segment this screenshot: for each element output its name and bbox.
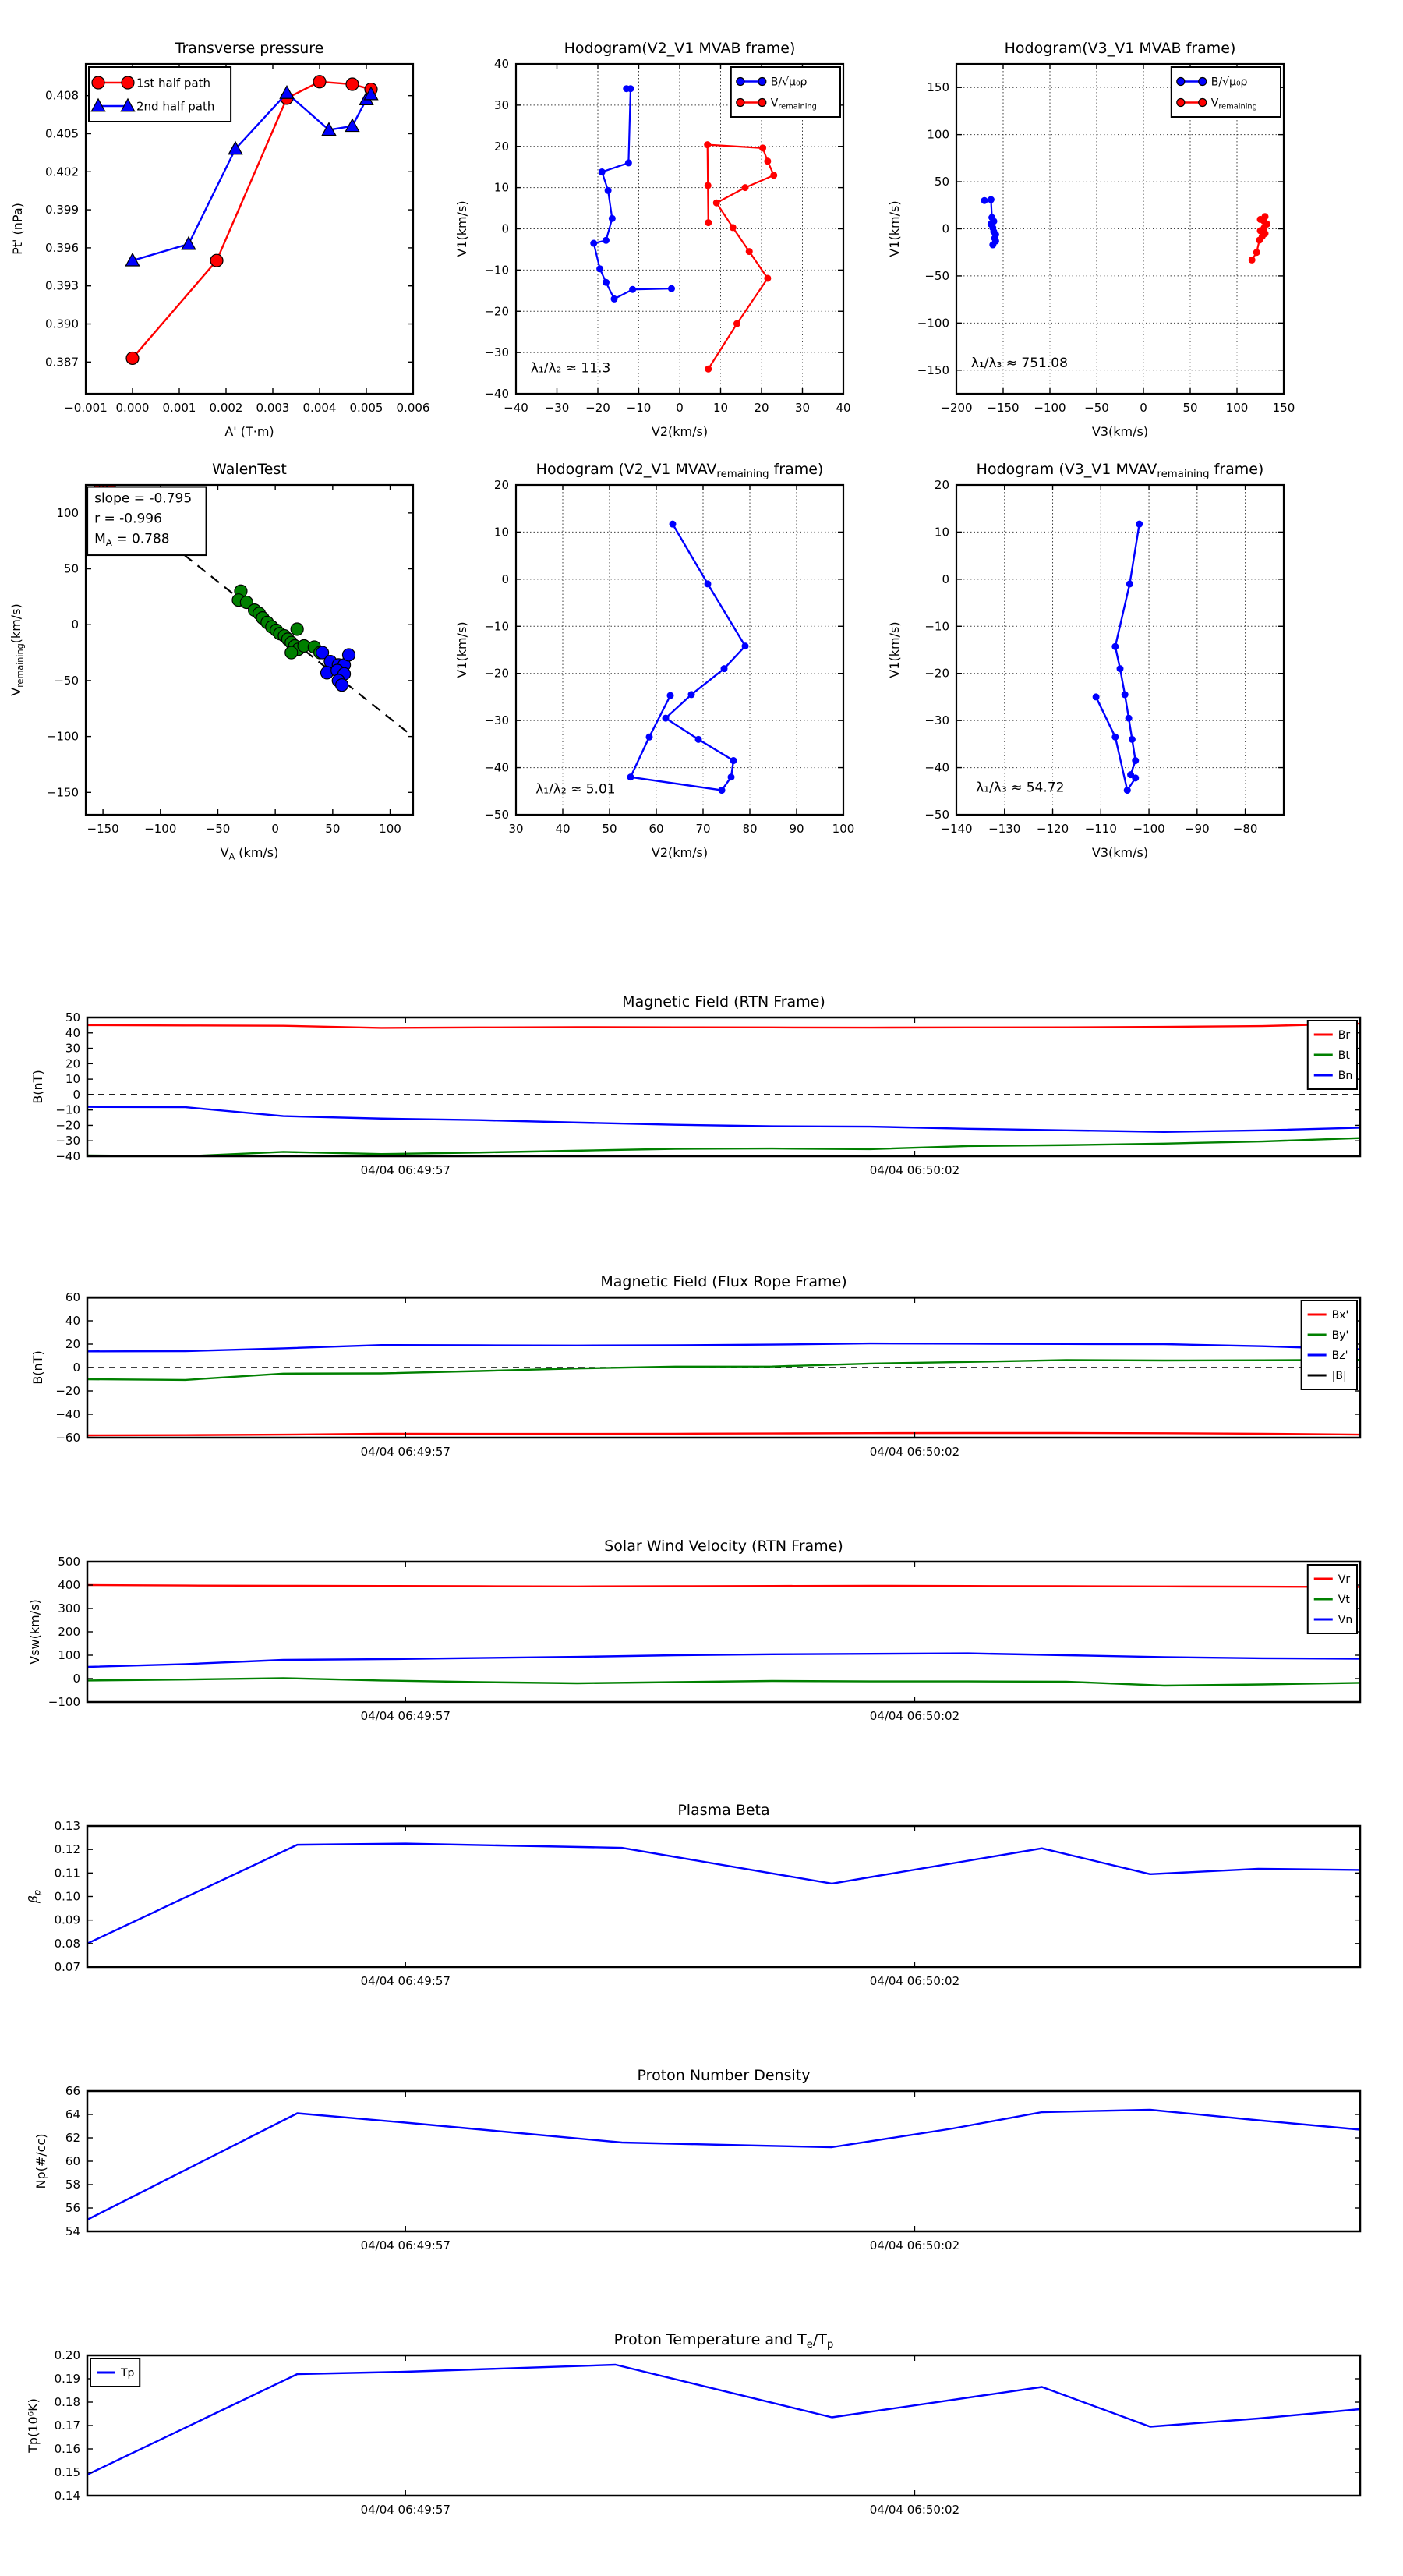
chart-title: Transverse pressure [175, 40, 324, 57]
svg-text:66: 66 [65, 2084, 80, 2098]
svg-text:−150: −150 [917, 363, 949, 377]
svg-text:04/04 06:49:57: 04/04 06:49:57 [360, 1709, 451, 1723]
y-axis-label: Np(#/cc) [34, 2133, 48, 2189]
svg-text:0.15: 0.15 [54, 2465, 80, 2479]
chart-transverse-pressure [10, 40, 429, 439]
svg-text:−40: −40 [924, 760, 949, 775]
svg-text:−200: −200 [940, 401, 973, 415]
svg-text:0: 0 [1140, 401, 1147, 415]
x-axis-label: $V_A$ (km/s) [220, 845, 279, 862]
svg-text:0.006: 0.006 [396, 401, 430, 415]
svg-text:0.19: 0.19 [54, 2372, 80, 2386]
svg-text:Vn: Vn [1338, 1614, 1353, 1627]
svg-text:0.002: 0.002 [209, 401, 243, 415]
svg-text:Bt: Bt [1338, 1049, 1350, 1063]
svg-text:100: 100 [379, 822, 401, 836]
svg-text:−60: −60 [55, 1431, 80, 1445]
svg-text:−100: −100 [48, 1695, 80, 1709]
svg-text:100: 100 [832, 822, 855, 836]
svg-text:300: 300 [58, 1601, 80, 1615]
svg-text:10: 10 [493, 180, 509, 195]
chart-title: Solar Wind Velocity (RTN Frame) [604, 1537, 843, 1555]
chart-vsw-rtn [27, 1537, 1360, 1723]
svg-text:0.396: 0.396 [45, 240, 79, 255]
svg-text:0.18: 0.18 [54, 2395, 80, 2409]
y-axis-label: V1(km/s) [454, 200, 469, 257]
svg-text:04/04 06:50:02: 04/04 06:50:02 [869, 2503, 960, 2517]
svg-text:Bz': Bz' [1331, 1350, 1348, 1363]
svg-text:0.390: 0.390 [45, 317, 79, 331]
svg-text:−30: −30 [484, 345, 509, 360]
svg-text:0: 0 [71, 617, 79, 632]
svg-text:−100: −100 [144, 822, 177, 836]
chart-title: Plasma Beta [677, 1802, 770, 1819]
svg-text:150: 150 [927, 80, 949, 95]
svg-text:−50: −50 [924, 808, 949, 822]
svg-text:−100: −100 [917, 316, 949, 331]
svg-text:−150: −150 [46, 785, 79, 800]
svg-text:−50: −50 [54, 673, 79, 688]
svg-text:0.000: 0.000 [115, 401, 150, 415]
annotation [87, 487, 206, 556]
series-beta-p [87, 1844, 1360, 1944]
svg-text:0.14: 0.14 [54, 2489, 80, 2503]
chart-title: Magnetic Field (Flux Rope Frame) [600, 1273, 847, 1290]
chart-title: Proton Number Density [637, 2067, 811, 2084]
svg-text:Vremaining: $V_{remaining}$ [770, 97, 817, 111]
svg-text:0.11: 0.11 [54, 1866, 80, 1881]
chart-title: Hodogram(V3_V1 MVAB frame) [1004, 40, 1236, 57]
svg-text:60: 60 [65, 2154, 80, 2168]
svg-text:40: 40 [836, 401, 851, 415]
svg-text:54: 54 [65, 2224, 80, 2238]
svg-text:0.16: 0.16 [54, 2442, 80, 2456]
svg-text:0.005: 0.005 [349, 401, 383, 415]
y-axis-label: Vsw(km/s) [27, 1599, 42, 1665]
svg-text:56: 56 [65, 2201, 80, 2215]
svg-text:500: 500 [58, 1555, 80, 1569]
svg-text:−100: −100 [1034, 401, 1066, 415]
svg-text:100: 100 [1225, 401, 1249, 415]
svg-text:−30: −30 [55, 1134, 80, 1148]
svg-text:04/04 06:50:02: 04/04 06:50:02 [869, 2238, 960, 2252]
svg-text:0: 0 [72, 1361, 80, 1375]
svg-text:50: 50 [1182, 401, 1198, 415]
svg-text:−40: −40 [484, 387, 509, 401]
svg-text:0: 0 [942, 571, 949, 586]
y-axis-label: $\beta_p$ [26, 1889, 43, 1904]
series-vn [87, 1654, 1360, 1667]
svg-text:0: 0 [942, 221, 949, 236]
svg-text:10: 10 [934, 525, 949, 540]
axes-frame [956, 485, 1284, 815]
chart-title: Hodogram (V2_V1 $MVAV_{remaining}$ frame) [535, 461, 824, 481]
x-axis-label: V3(km/s) [1091, 424, 1149, 439]
svg-text:20: 20 [493, 478, 509, 492]
annotation [971, 356, 1068, 371]
svg-text:0: 0 [676, 401, 684, 415]
x-axis-label: V2(km/s) [651, 424, 709, 439]
svg-text:Bn: Bn [1338, 1070, 1353, 1083]
svg-text:0.387: 0.387 [45, 355, 79, 370]
svg-text:−30: −30 [544, 401, 570, 415]
svg-text:λ₁/λ₃ ≈ 751.08: λ₁/λ₃ ≈ 751.08 [970, 356, 1068, 372]
svg-text:40: 40 [65, 1025, 80, 1040]
svg-text:−40: −40 [484, 760, 509, 775]
chart-title: Magnetic Field (RTN Frame) [622, 993, 825, 1010]
svg-text:64: 64 [65, 2107, 80, 2121]
svg-text:−150: −150 [987, 401, 1020, 415]
chart-hodogram-v3v1-mvab [887, 40, 1295, 439]
x-axis-label: V2(km/s) [651, 845, 709, 860]
series-vr [87, 1585, 1360, 1587]
series-v-remaining [1249, 213, 1270, 264]
svg-text:60: 60 [65, 1290, 80, 1304]
chart-title: Proton Temperature and $T_e/T_p$ [613, 2331, 834, 2351]
svg-text:0.003: 0.003 [256, 401, 290, 415]
chart-walen-test [9, 461, 414, 862]
x-axis-label: V3(km/s) [1091, 845, 1149, 860]
svg-text:04/04 06:49:57: 04/04 06:49:57 [360, 2238, 451, 2252]
svg-text:04/04 06:50:02: 04/04 06:50:02 [869, 1163, 960, 1177]
svg-text:0.17: 0.17 [54, 2419, 80, 2433]
y-axis-label: Pt' (nPa) [10, 203, 25, 255]
svg-text:0.402: 0.402 [45, 165, 79, 179]
svg-text:−20: −20 [55, 1384, 80, 1398]
svg-text:−40: −40 [504, 401, 528, 415]
svg-text:04/04 06:49:57: 04/04 06:49:57 [360, 2503, 451, 2517]
legend [90, 2358, 140, 2387]
svg-text:−10: −10 [484, 263, 509, 278]
svg-text:0.10: 0.10 [54, 1889, 80, 1904]
series-walen-blue [316, 646, 355, 692]
svg-text:50: 50 [65, 1010, 80, 1024]
series-bz-prime [87, 1343, 1360, 1351]
svg-text:80: 80 [742, 822, 758, 836]
svg-text:0: 0 [271, 822, 279, 836]
svg-text:1st half path: 1st half path [136, 76, 211, 90]
svg-text:−20: −20 [924, 666, 949, 681]
svg-text:10: 10 [712, 401, 729, 415]
svg-text:−10: −10 [484, 619, 509, 634]
svg-text:−50: −50 [484, 808, 509, 822]
svg-text:−20: −20 [484, 304, 509, 319]
y-axis-label: V1(km/s) [454, 621, 469, 678]
svg-text:λ₁/λ₂ ≈ 11.3: λ₁/λ₂ ≈ 11.3 [530, 360, 611, 377]
svg-text:−0.001: −0.001 [64, 401, 108, 415]
svg-text:−140: −140 [940, 822, 973, 836]
series-v-remaining [704, 141, 777, 373]
svg-text:20: 20 [65, 1056, 80, 1071]
svg-text:By': By' [1331, 1329, 1349, 1343]
y-axis-label: V1(km/s) [887, 621, 902, 678]
y-axis-label: $V_{remaining}(km/s)$ [9, 603, 26, 696]
svg-text:λ₁/λ₂ ≈ 5.01: λ₁/λ₂ ≈ 5.01 [535, 781, 616, 798]
svg-text:−40: −40 [55, 1407, 80, 1421]
svg-text:100: 100 [58, 1648, 80, 1662]
svg-text:0.001: 0.001 [162, 401, 196, 415]
svg-text:Vr: Vr [1338, 1573, 1351, 1587]
svg-text:10: 10 [493, 525, 509, 540]
svg-text:−90: −90 [1184, 822, 1210, 836]
svg-text:0.09: 0.09 [54, 1913, 80, 1927]
svg-text:−50: −50 [205, 822, 231, 836]
svg-text:0.405: 0.405 [45, 126, 79, 141]
svg-text:0.004: 0.004 [302, 401, 337, 415]
svg-text:0.08: 0.08 [54, 1936, 80, 1951]
series-walen-green [232, 585, 327, 659]
svg-text:−50: −50 [924, 268, 949, 283]
svg-text:−130: −130 [988, 822, 1021, 836]
legend [1308, 1021, 1357, 1089]
svg-text:MA = 0.788: $M_A = 0.788$ [94, 531, 170, 549]
series-tp [87, 2365, 1360, 2475]
svg-text:40: 40 [65, 1314, 80, 1328]
series-v2v1-path [627, 521, 749, 794]
svg-text:0.408: 0.408 [45, 88, 79, 103]
svg-text:−120: −120 [1036, 822, 1069, 836]
svg-text:−110: −110 [1084, 822, 1117, 836]
svg-text:50: 50 [63, 561, 79, 576]
svg-text:04/04 06:49:57: 04/04 06:49:57 [360, 1974, 451, 1988]
axes-frame [87, 1826, 1360, 1967]
svg-text:−20: −20 [484, 666, 509, 681]
y-axis-label: B(nT) [30, 1070, 45, 1104]
svg-text:0.20: 0.20 [54, 2348, 80, 2362]
svg-text:−40: −40 [55, 1149, 80, 1163]
svg-text:04/04 06:50:02: 04/04 06:50:02 [869, 1709, 960, 1723]
grid [956, 485, 1284, 815]
svg-text:62: 62 [65, 2131, 80, 2145]
chart-title: Hodogram (V3_V1 $MVAV_{remaining}$ frame) [976, 461, 1264, 481]
svg-text:04/04 06:49:57: 04/04 06:49:57 [360, 1445, 451, 1459]
series-vt [87, 1678, 1360, 1686]
svg-text:200: 200 [58, 1625, 80, 1639]
svg-text:30: 30 [493, 97, 509, 112]
series-bt [87, 1138, 1360, 1156]
svg-text:400: 400 [58, 1578, 80, 1592]
svg-text:40: 40 [493, 57, 509, 71]
svg-text:B/√μ₀ρ: B/√μ₀ρ [1210, 76, 1248, 89]
svg-text:−20: −20 [55, 1118, 80, 1133]
svg-text:−30: −30 [924, 713, 949, 728]
svg-text:−50: −50 [1084, 401, 1109, 415]
svg-text:Vremaining: $V_{remaining}$ [1210, 97, 1257, 111]
svg-text:r = -0.996: r = -0.996 [94, 511, 162, 527]
annotation [531, 361, 610, 377]
svg-text:40: 40 [555, 822, 571, 836]
x-axis-label: A' (T·m) [224, 424, 274, 439]
svg-text:04/04 06:49:57: 04/04 06:49:57 [360, 1163, 451, 1177]
series-b-sqrt-mu0rho [981, 196, 999, 249]
svg-text:10: 10 [65, 1072, 80, 1087]
legend [731, 67, 840, 117]
legend [1302, 1300, 1357, 1389]
legend [1308, 1565, 1357, 1633]
chart-title: WalenTest [212, 461, 287, 478]
svg-text:−80: −80 [1232, 822, 1258, 836]
series-bn [87, 1107, 1360, 1132]
svg-text:90: 90 [789, 822, 804, 836]
legend [1172, 67, 1281, 117]
svg-text:Bx': Bx' [1331, 1309, 1349, 1322]
svg-text:0.07: 0.07 [54, 1960, 80, 1974]
chart-title: Hodogram(V2_V1 MVAB frame) [564, 40, 796, 57]
svg-text:0.13: 0.13 [54, 1819, 80, 1833]
chart-hodogram-v2v1-mvab [454, 40, 851, 439]
y-axis-label: Tp(10⁶K) [26, 2398, 41, 2453]
svg-text:30: 30 [65, 1041, 80, 1056]
svg-text:20: 20 [493, 139, 509, 154]
svg-text:−30: −30 [484, 713, 509, 728]
svg-text:0: 0 [501, 571, 509, 586]
svg-text:50: 50 [602, 822, 617, 836]
chart-hodogram-v3v1-mvav [887, 461, 1284, 860]
svg-text:−20: −20 [585, 401, 610, 415]
svg-text:Vt: Vt [1338, 1594, 1350, 1607]
svg-text:λ₁/λ₃ ≈ 54.72: λ₁/λ₃ ≈ 54.72 [976, 780, 1065, 796]
chart-b-flux-rope [30, 1273, 1360, 1459]
series-np [87, 2110, 1360, 2220]
legend [89, 67, 231, 122]
svg-text:−10: −10 [924, 619, 949, 634]
chart-hodogram-v2v1-mvav [454, 461, 854, 860]
svg-text:2nd half path: 2nd half path [136, 99, 215, 114]
svg-text:20: 20 [754, 401, 769, 415]
svg-text:100: 100 [927, 127, 949, 142]
svg-text:0.12: 0.12 [54, 1842, 80, 1857]
chart-proton-temperature [26, 2331, 1360, 2517]
y-axis-label: B(nT) [30, 1350, 45, 1385]
svg-text:20: 20 [65, 1337, 80, 1351]
svg-text:−100: −100 [1133, 822, 1165, 836]
svg-text:−150: −150 [87, 822, 119, 836]
axes-frame [87, 1017, 1360, 1156]
annotation [535, 782, 615, 798]
svg-text:0: 0 [501, 221, 509, 236]
chart-plasma-beta [26, 1802, 1360, 1988]
svg-text:0: 0 [72, 1672, 80, 1686]
series-br [87, 1024, 1360, 1028]
svg-text:100: 100 [56, 505, 79, 520]
svg-text:04/04 06:50:02: 04/04 06:50:02 [869, 1974, 960, 1988]
svg-text:|B|: |B| [1331, 1370, 1347, 1383]
svg-text:30: 30 [508, 822, 524, 836]
series-bx-prime [87, 1433, 1360, 1435]
svg-text:−100: −100 [46, 729, 79, 744]
series-v3v1-path [1093, 521, 1143, 794]
chart-proton-density [34, 2067, 1360, 2252]
svg-text:0: 0 [72, 1087, 80, 1102]
svg-text:30: 30 [794, 401, 811, 415]
svg-text:0.399: 0.399 [45, 203, 79, 218]
series-by-prime [87, 1360, 1360, 1383]
svg-text:04/04 06:50:02: 04/04 06:50:02 [869, 1445, 960, 1459]
svg-text:0.393: 0.393 [45, 278, 79, 293]
svg-text:20: 20 [934, 478, 949, 492]
svg-text:Br: Br [1338, 1029, 1351, 1042]
annotation [976, 780, 1064, 795]
svg-text:Tp: Tp [121, 2367, 135, 2380]
svg-text:50: 50 [325, 822, 341, 836]
y-axis-label: V1(km/s) [887, 200, 902, 257]
svg-text:50: 50 [934, 175, 949, 189]
svg-text:58: 58 [65, 2178, 80, 2192]
svg-text:150: 150 [1272, 401, 1295, 415]
svg-text:slope = -0.795: slope = -0.795 [94, 490, 193, 507]
svg-text:60: 60 [648, 822, 664, 836]
chart-b-rtn [30, 993, 1360, 1177]
svg-text:70: 70 [695, 822, 711, 836]
svg-text:−10: −10 [626, 401, 652, 415]
svg-text:−10: −10 [55, 1102, 80, 1117]
svg-text:B/√μ₀ρ: B/√μ₀ρ [770, 76, 808, 89]
